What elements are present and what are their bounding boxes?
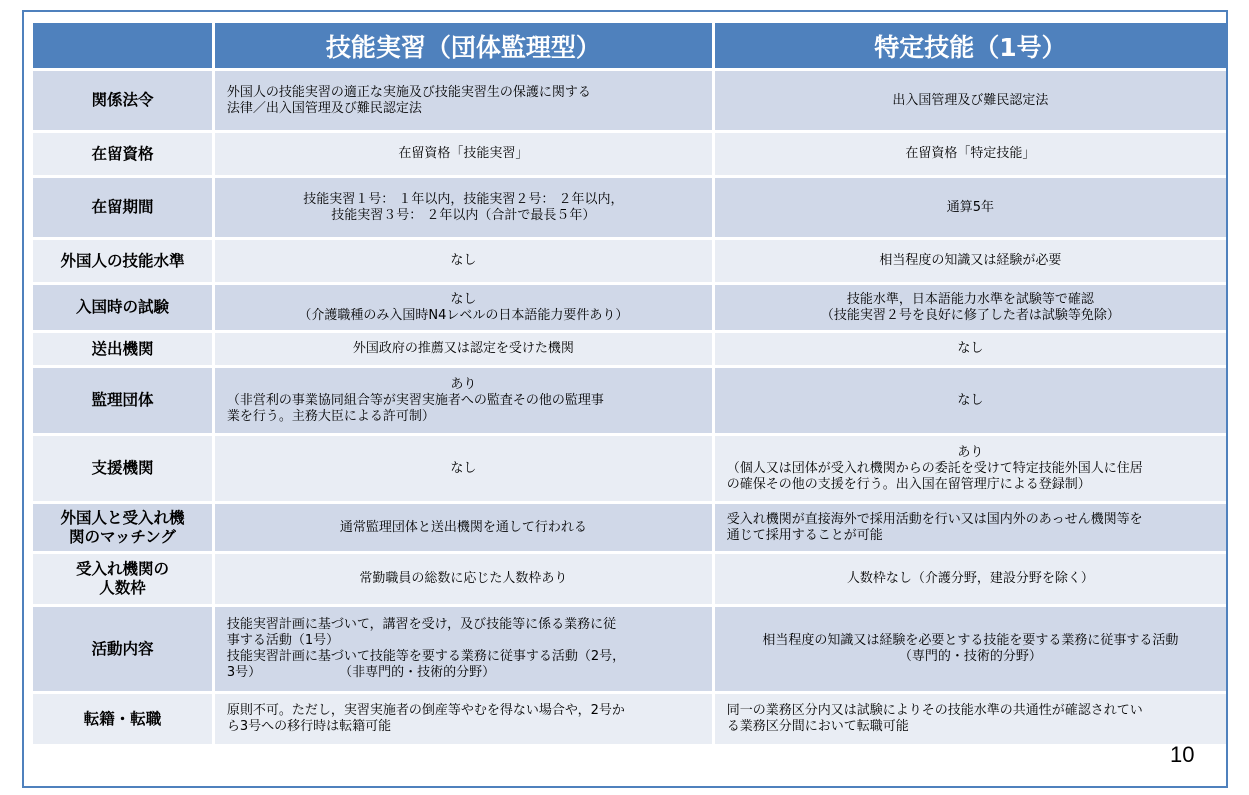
cell-text: 常勤職員の総数に応じた人数枠あり (359, 571, 568, 586)
row-entry-exam (33, 285, 1226, 330)
row-label: 入国時の試験 (33, 285, 212, 330)
comparison-table (30, 20, 1229, 747)
header-row (33, 23, 1226, 68)
cell-text: 通じて採用することが可能 (726, 527, 883, 543)
cell-col1 (215, 285, 712, 330)
cell-col1 (215, 504, 712, 551)
row-label: 監理団体 (33, 368, 212, 433)
cell-col1 (215, 368, 712, 433)
cell-col2 (715, 368, 1226, 433)
row-label-line: 受入れ機関の (75, 560, 169, 578)
cell-col1 (215, 436, 712, 501)
cell-text: 技能実習計画に基づいて技能等を要する業務に従事する活動（2号， (226, 649, 626, 664)
cell-text: なし (957, 392, 984, 408)
cell-col2 (715, 607, 1226, 691)
row-residence-status (33, 133, 1226, 175)
row-related-laws (33, 71, 1226, 130)
row-supervising-organization (33, 368, 1226, 433)
cell-col2 (715, 436, 1226, 501)
cell-text: あり (450, 376, 477, 392)
header-specified-skilled-worker: 特定技能（1号） (715, 23, 1226, 68)
cell-col2 (715, 333, 1226, 365)
cell-col1 (215, 333, 712, 365)
row-label: 関係法令 (33, 71, 212, 130)
cell-text: 相当程度の知識又は経験を必要とする技能を要する業務に従事する活動 (762, 633, 1179, 648)
cell-text: （非営利の事業協同組合等が実習実施者への監査その他の監理事 (226, 392, 604, 408)
cell-text: 3号） （非専門的・技術的分野） (226, 665, 496, 680)
cell-col1 (215, 607, 712, 691)
row-job-transfer (33, 694, 1226, 744)
row-matching (33, 504, 1226, 551)
page-number: 10 (1170, 742, 1195, 767)
cell-text: （専門的・技術的分野） (898, 649, 1042, 664)
cell-text: なし (450, 253, 477, 268)
cell-text: 受入れ機関が直接海外で採用活動を行い又は国内外のあっせん機関等を (726, 511, 1143, 527)
cell-text: 技能実習１号： １年以内，技能実習２号： ２年以内， (303, 191, 624, 207)
row-label: 在留期間 (33, 178, 212, 237)
row-sending-organization (33, 333, 1226, 365)
row-label: 在留資格 (33, 133, 212, 175)
cell-text: （介護職種のみ入国時N4レベルの日本語能力要件あり） (298, 307, 629, 323)
cell-text: あり (957, 444, 984, 460)
cell-col2 (715, 71, 1226, 130)
cell-text: 法律／出入国管理及び難民認定法 (226, 100, 422, 116)
cell-text: 技能実習３号： ２年以内（合計で最長５年） (331, 207, 596, 223)
cell-text: （個人又は団体が受入れ機関からの委託を受けて特定技能外国人に住居 (726, 460, 1143, 476)
cell-col2 (715, 285, 1226, 330)
cell-col2 (715, 694, 1226, 744)
cell-text: 在留資格「特定技能」 (905, 146, 1036, 161)
cell-col1 (215, 554, 712, 604)
row-label (33, 554, 212, 604)
row-label: 支援機関 (33, 436, 212, 501)
cell-text: 原則不可。ただし，実習実施者の倒産等やむを得ない場合や，2号か (226, 703, 625, 718)
row-support-organization (33, 436, 1226, 501)
cell-col2 (715, 554, 1226, 604)
header-technical-intern-training: 技能実習（団体監理型） (215, 23, 712, 68)
cell-text: 事する活動（1号） (226, 633, 340, 648)
cell-text: 相当程度の知識又は経験が必要 (879, 253, 1062, 268)
row-residence-period (33, 178, 1226, 237)
cell-text: 外国人の技能実習の適正な実施及び技能実習生の保護に関する (226, 84, 591, 100)
cell-col1 (215, 694, 712, 744)
row-quota (33, 554, 1226, 604)
cell-col2 (715, 504, 1226, 551)
cell-text: 出入国管理及び難民認定法 (892, 92, 1049, 108)
row-skill-level (33, 240, 1226, 282)
cell-col2 (715, 133, 1226, 175)
cell-text: 通常監理団体と送出機関を通して行われる (339, 519, 587, 535)
cell-text: 人数枠なし（介護分野，建設分野を除く） (846, 571, 1094, 586)
cell-text: ら3号への移行時は転籍可能 (226, 719, 392, 734)
cell-text: の確保その他の支援を行う。出入国在留管理庁による登録制） (726, 476, 1091, 492)
cell-text: る業務区分間において転職可能 (726, 719, 909, 734)
cell-text: （技能実習２号を良好に修了した者は試験等免除） (820, 307, 1120, 323)
cell-text: 在留資格「技能実習」 (398, 146, 529, 161)
cell-text: 技能実習計画に基づいて，講習を受け，及び技能等に係る業務に従 (226, 617, 617, 632)
cell-col1 (215, 240, 712, 282)
row-activities (33, 607, 1226, 691)
cell-text: なし (957, 341, 984, 356)
cell-text: なし (450, 460, 477, 476)
cell-text: なし (450, 291, 477, 307)
row-label (33, 504, 212, 551)
cell-col1 (215, 133, 712, 175)
cell-text: 同一の業務区分内又は試験によりその技能水準の共通性が確認されてい (726, 703, 1143, 718)
header-corner (33, 23, 212, 68)
row-label: 送出機関 (33, 333, 212, 365)
cell-text: 技能水準，日本語能力水準を試験等で確認 (846, 291, 1094, 307)
row-label: 転籍・転職 (33, 694, 212, 744)
cell-col1 (215, 71, 712, 130)
cell-text: 外国政府の推薦又は認定を受けた機関 (352, 341, 574, 356)
cell-text: 通算5年 (946, 199, 995, 215)
row-label-line: 関のマッチング (69, 527, 176, 546)
cell-col1 (215, 178, 712, 237)
cell-col2 (715, 178, 1226, 237)
row-label: 活動内容 (33, 607, 212, 691)
row-label-line: 外国人と受入れ機 (60, 508, 185, 527)
cell-col2 (715, 240, 1226, 282)
row-label: 外国人の技能水準 (33, 240, 212, 282)
row-label-line: 人数枠 (99, 579, 146, 597)
cell-text: 業を行う。主務大臣による許可制） (226, 408, 435, 424)
